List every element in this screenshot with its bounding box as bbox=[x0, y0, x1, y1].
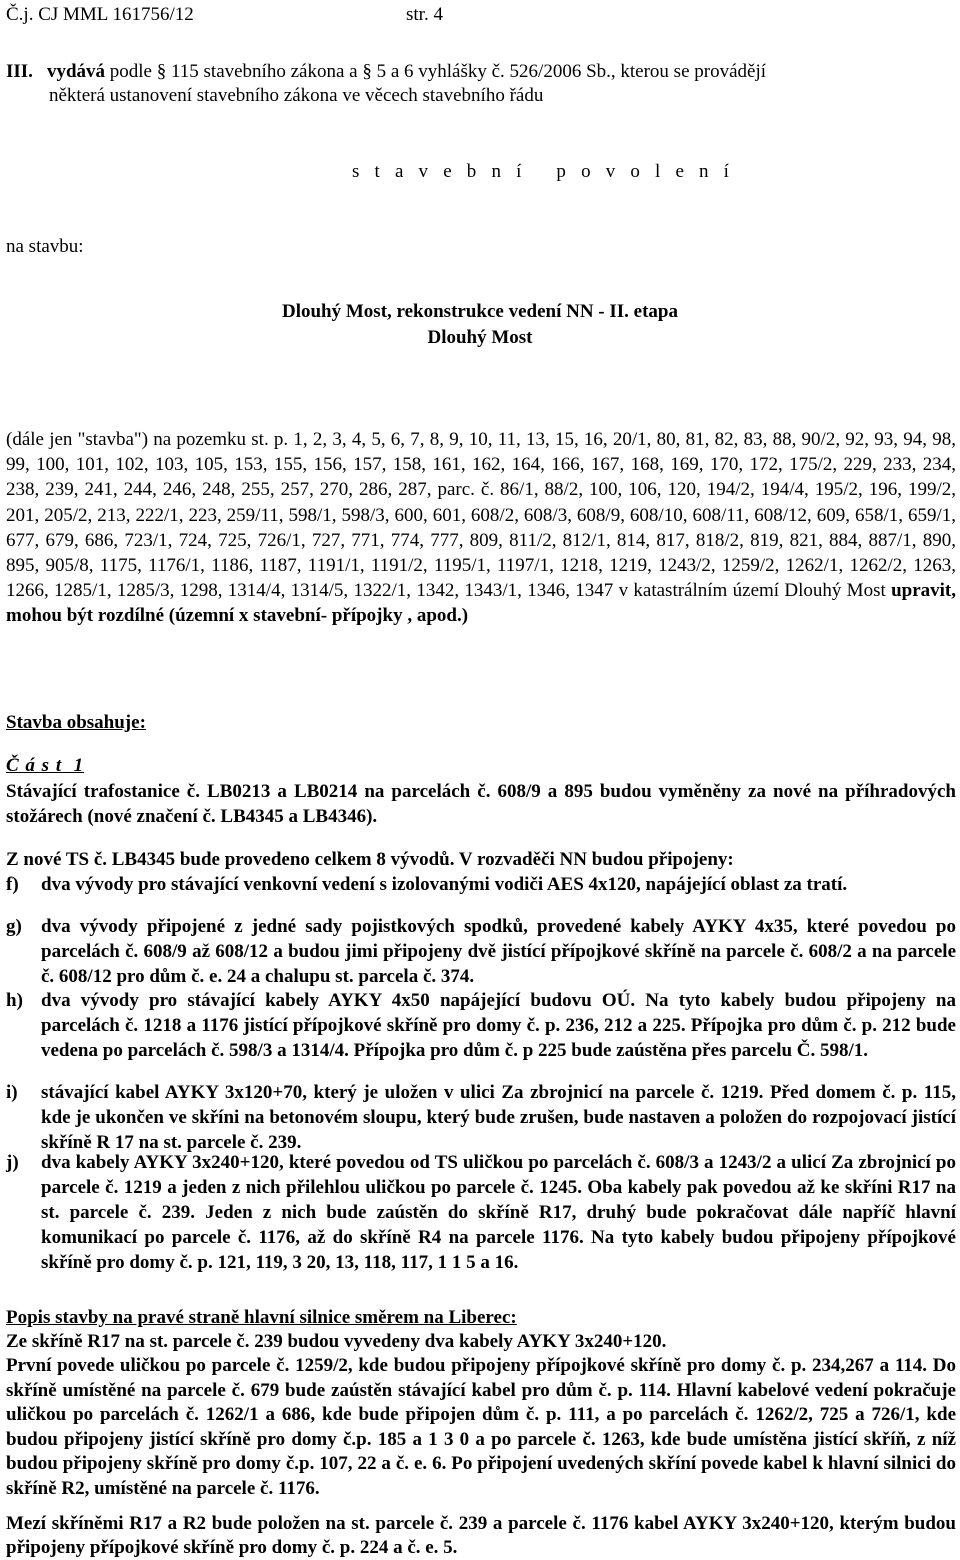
parcels-text: (dále jen "stavba") na pozemku st. p. 1, 2, 3, 4, 5, 6, 7, 8, 9, 10, 11, 13, 15, 16, 20/1, 80, 81, 82, 83, 88, 90/2, 92, 93, 94, 98, 99, 100, 101, 102, 103, 105, 153, 155, 156, 157, 158, 161, 162, 164, 166, 167, 168, 169, 170, 172, 175/2, 229, 233, 234, 238, 239, 241, 244, 246, 248, 255, 257, 270, 286, 287, parc. č. 86/1, 88/2, 100, 106, 120, 194/2, 194/4, 195/2, 196, 199/2, 201, 205/2, 213, 222/1, 223, 259/11, 598/1, 598/3, 600, 601, 608/2, 608/3, 608/9, 608/10, 608/11, 608/12, 609, 658/1, 659/1, 677, 679, 686, 723/1, 724, 725, 726/1, 727, 771, 774, 777, 809, 811/2, 812/1, 814, 817, 818/2, 819, 821, 884, 887/1, 890, 895, 905/8, 1175, 1176/1, 1186, 1187, 1191/1, 1191/2, 1195/1, 1197/1, 1218, 1219, 1243/2, 1259/2, 1262/1, 1262/2, 1263, 1266, 1285/1, 1285/3, 1298, 1314/4, 1314/5, 1322/1, 1342, 1343/1, 1346, 1347 v katastrálním území Dlouhý Most bbox=[6, 429, 956, 602]
list-item-text: dva vývody připojené z jedné sady pojistkových spodků, provedené kabely AYKY 4x35, které povedou po parcelách č. 608/9 až 608/12 a budou jimi připojeny dvě jistící přípojkové skříně na parcele č. 608/2 a na parcele č. 608/12 pro dům č. e. 24 a chalupu st. parcela č. 374. bbox=[41, 916, 956, 987]
intro-line-1 bbox=[6, 60, 766, 84]
list-item-text: dva vývody pro stávající kabely AYKY 4x50 napájející budovu OÚ. Na tyto kabely budou připojeny na parcelách č. 1218 a 1176 jistící přípojkové skříně pro domy č. p. 236, 212 a 225. Přípojka pro dům č. p. 212 bude vedena po parcelách č. 598/3 a 1314/4. Přípojka pro dům č. p 225 bude zaústěna přes parcelu Č. 598/1. bbox=[41, 990, 956, 1061]
popis-paragraph-1: První povede uličkou po parcele č. 1259/2, kde budou připojeny přípojkové skříně pro domy č. p. 234,267 a 114. Do skříně umístěné na parcele č. 679 bude zaústěn stávající kabel pro dům č. p. 114. Hlavní kabelové vedení pokračuje uličkou po parcelách č. 1262/1 a 686, kde bude připojen dům č. p. 111, a po parcelách č. 1262/2, 725 a 726/1, kde budou připojeny jistící skříně pro domy č.p. 185 a 1 3 0 a po parcele č. 1263, kde bude umístěna jistící skříň, z níž budou připojeny skříně pro domy č.p. 107, 22 a č. e. 6. Po připojení uvedených skříní povede kabel k hlavní silnici do skříně R2, umístěné na parcele č. 1176. bbox=[6, 1355, 956, 1499]
popis-paragraph-2: Mezí skříněmi R17 a R2 bude položen na st. parcele č. 239 a parcele č. 1176 kabel AYKY 3x240+120, kterým budou připojeny přípojkové skříně pro domy č. p. 224 a č. e. 5. bbox=[6, 1513, 956, 1558]
parcels-note: upravit, mohou být rozdílné (územní x stavební- přípojky , apod.) bbox=[6, 580, 956, 627]
permit-title: s t a v e b n í p o v o l e n í bbox=[352, 161, 735, 182]
list-item-text: dva kabely AYKY 3x240+120, které povedou od TS uličkou po parcelách č. 608/3 a 1243/2 a ulicí Za zbrojnicí po parcele č. 1219 a jeden z nich přilehlou uličkou po parcele č. 1245. Oba kabely pak povedou až ke skříni R17 na st. parcele č. 239. Jeden z nich bude zaústěn do skříně R17, druhý bude pokračovat dále napříč hlavní komunikací po parcele č. 1176, až do skříně R4 na parcele 1176. Na tyto kabely budou připojeny přípojkové skříně pro domy č. p. 121, 119, 3 20, 13, 118, 117, 1 1 5 a 16. bbox=[41, 1152, 956, 1273]
popis-line-1: Ze skříně R17 na st. parcele č. 239 budou vyvedeny dva kabely AYKY 3x240+120. bbox=[6, 1331, 667, 1352]
roman-numeral: III. bbox=[6, 61, 33, 82]
popis-heading: Popis stavby na pravé straně hlavní silnice směrem na Liberec: bbox=[6, 1307, 517, 1328]
project-name: Dlouhý Most, rekonstrukce vedení NN - II. etapa bbox=[281, 301, 678, 322]
list-item-text: stávající kabel AYKY 3x120+70, který je uložen v ulici Za zbrojnicí na parcele č. 1219. Před domem č. p. 115, kde je ukončen ve skříni na betonovém sloupu, který bude zrušen, bude nastaven a položen do rozpojovací jistící skříně R 17 na st. parcele č. 239. bbox=[41, 1082, 956, 1153]
parcels-paragraph bbox=[6, 427, 956, 629]
vydava-word: vydává bbox=[46, 61, 106, 82]
list-item-label: j) bbox=[6, 1152, 19, 1173]
reference-number: Č.j. CJ MML 161756/12 bbox=[6, 4, 194, 25]
new-ts-line: Z nové TS č. LB4345 bude provedeno celkem 8 vývodů. V rozvaděči NN budou připojeny: bbox=[6, 849, 734, 870]
part-1-text: Stávající trafostanice č. LB0213 a LB0214 na parcelách č. 608/9 a 895 budou vyměněny za nové na příhradových stožárech (nové značení č. LB4345 a LB4346). bbox=[6, 781, 956, 827]
na-stavbu-label: na stavbu: bbox=[6, 236, 84, 257]
list-item-text: dva vývody pro stávající venkovní vedení s izolovanými vodiči AES 4x120, napájející oblast za tratí. bbox=[41, 874, 848, 895]
part-heading: Č á s t 1 bbox=[6, 755, 85, 776]
list-item-label: f) bbox=[6, 874, 19, 895]
list-item-label: i) bbox=[6, 1082, 18, 1103]
section-heading: Stavba obsahuje: bbox=[6, 712, 146, 733]
intro-line-2: některá ustanovení stavebního zákona ve věcech stavebního řádu bbox=[49, 85, 544, 106]
list-item-label: g) bbox=[6, 916, 22, 937]
page-number: str. 4 bbox=[406, 4, 443, 25]
intro-rest: podle § 115 stavebního zákona a § 5 a 6 vyhlášky č. 526/2006 Sb., kterou se provádějí bbox=[105, 61, 767, 82]
list-item-label: h) bbox=[6, 990, 23, 1011]
project-place: Dlouhý Most bbox=[427, 327, 533, 348]
